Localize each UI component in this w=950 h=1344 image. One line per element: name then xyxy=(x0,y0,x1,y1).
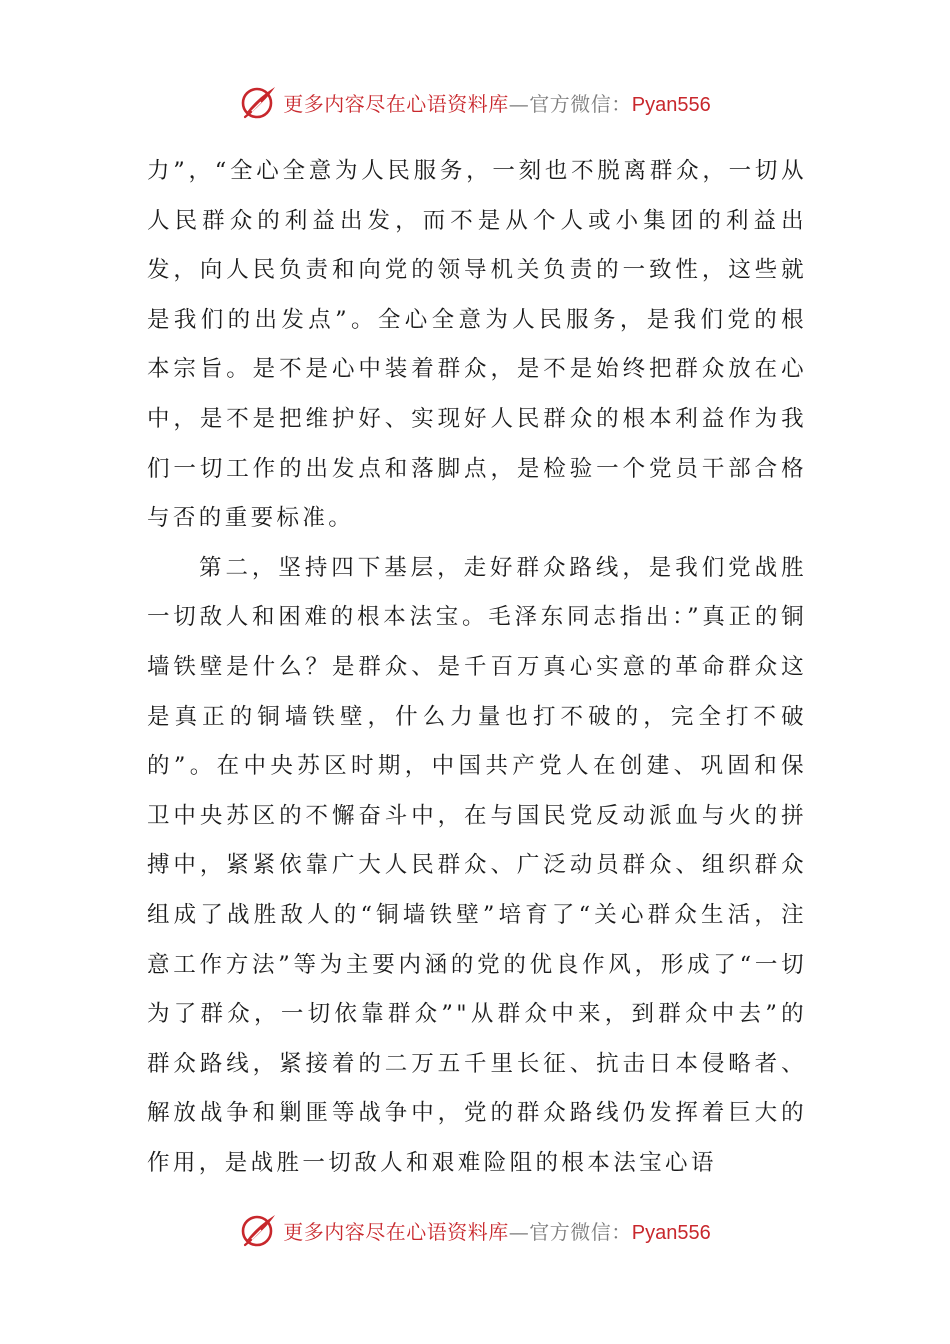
footer-wechat-id: Pyan556 xyxy=(631,1221,711,1244)
quill-pen-logo-icon xyxy=(239,1210,279,1250)
header-brand-text: 更多内容尽在心语资料库 xyxy=(283,91,509,116)
footer-brand-text: 更多内容尽在心语资料库 xyxy=(283,1219,509,1244)
footer-separator: — xyxy=(508,1219,530,1244)
header-wechat-id: Pyan556 xyxy=(631,93,711,116)
header-separator: — xyxy=(508,91,530,116)
quill-pen-logo-icon xyxy=(239,82,279,122)
footer-banner xyxy=(0,1208,950,1252)
paragraph-1: 力”，“全心全意为人民服务，一刻也不脱离群众，一切从人民群众的利益出发，而不是从个人或小集团的利益出发，向人民负责和向党的领导机关负责的一致性，这些就是我们的出发点”。全心全意为人民服务，是我们党的根本宗旨。是不是心中装着群众，是不是始终把群众放在心中，是不是把维护好、实现好人民群众的根本利益作为我们一切工作的出发点和落脚点，是检验一个党员干部合格与否的重要标准。 xyxy=(147,158,807,532)
footer-wechat-label: 官方微信： xyxy=(529,1219,632,1244)
document-body xyxy=(147,147,807,1188)
footer-banner-text xyxy=(283,1216,710,1245)
header-banner-text xyxy=(283,88,710,117)
header-banner xyxy=(0,80,950,124)
paragraph-2: 第二，坚持四下基层，走好群众路线，是我们党战胜一切敌人和困难的根本法宝。毛泽东同志指出：”真正的铜墙铁壁是什么？是群众、是千百万真心实意的革命群众这是真正的铜墙铁壁，什么力量也打不破的，完全打不破的”。在中央苏区时期，中国共产党人在创建、巩固和保卫中央苏区的不懈奋斗中，在与国民党反动派血与火的拼搏中，紧紧依靠广大人民群众、广泛动员群众、组织群众组成了战胜敌人的“铜墙铁壁”培育了“关心群众生活，注意工作方法”等为主要内涵的党的优良作风，形成了“一切为了群众，一切依靠群众”"从群众中来，到群众中去”的群众路线，紧接着的二万五千里长征、抗击日本侵略者、解放战争和剿匪等战争中，党的群众路线仍发挥着巨大的作用，是战胜一切敌人和艰难险阻的根本法宝心语 xyxy=(147,554,807,1176)
header-wechat-label: 官方微信： xyxy=(529,91,632,116)
